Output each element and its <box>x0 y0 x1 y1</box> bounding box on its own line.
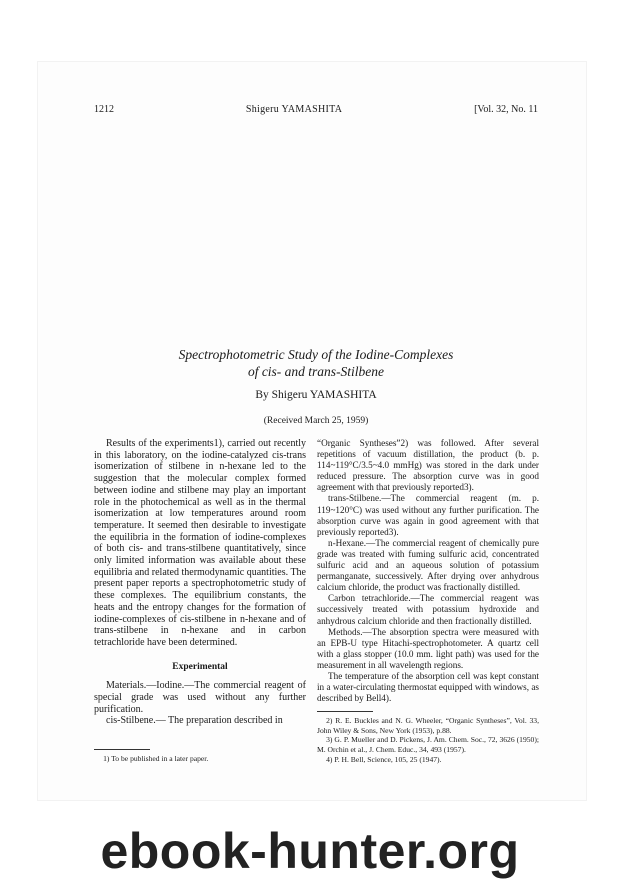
intro-paragraph: Results of the experiments1), carried out recently in this laboratory, on the iodine-catalyzed cis-trans isomerization of stilbene in n-hexane led to the suggestion that the molecular complex formed between iodine and stilbene may play an important role in the photochemical as well as in the thermal isomerization at low temperatures around room temperature. It seemed then desirable to investigate the equilibria in the formation of iodine-complexes of both cis- and trans-stilbene quantitatively, since only limited information was available about these equilibria and related thermodynamic quantities. The present paper reports a spectrophotometric study of these complexes. The equilibrium constants, the heats and the entropy changes for the formation of iodine-complexes of cis-stilbene in n-hexane and of trans-stilbene in n-hexane and in carbon tetrachloride have been determined. <box>94 438 306 648</box>
running-header <box>94 104 538 115</box>
n-hexane-paragraph: n-Hexane.—The commercial reagent of chemically pure grade was treated with fuming sulfuric acid, concentrated sulfuric acid and an aqueous solution of potassium permanganate, successively. After drying over anhydrous calcium chloride, the product was fractionally distilled. <box>317 537 539 593</box>
section-heading-experimental: Experimental <box>172 661 228 672</box>
trans-stilbene-paragraph: trans-Stilbene.—The commercial reagent (m. p. 119~120°C) was used without any further purification. The absorption curve was again in good agreement with that previously reported3). <box>317 493 539 537</box>
footnote-4: 4) P. H. Bell, Science, 105, 25 (1947). <box>326 754 442 764</box>
footnote-2: 2) R. E. Buckles and N. G. Wheeler, “Organic Syntheses”, Vol. 33, John Wiley & Sons, New York (1953), p.88. <box>317 716 539 735</box>
methods-paragraph: Methods.—The absorption spectra were measured with an EPB-U type Hitachi-spectrophotometer. A quartz cell with a glass stopper (10.0 mm. light path) was used for the measurement in all wavelength regions. <box>317 626 539 670</box>
temperature-paragraph: The temperature of the absorption cell was kept constant in a water-circulating thermostat equipped with windows, as described by Bell4). <box>317 670 539 704</box>
title-line-2: of cis- and trans-Stilbene <box>247 364 385 379</box>
footnote-divider-right <box>317 711 373 712</box>
organic-syntheses-paragraph: “Organic Syntheses”2) was followed. After several repetitions of vacuum distillation, the product (b. p. 114~119°C/3.5~4.0 mmHg) was stored in the dark under reduced pressure. The absorption curve was in good agreement with that previously reported3). <box>317 438 539 493</box>
right-column <box>317 438 539 764</box>
paper-title <box>94 346 538 380</box>
running-author: Shigeru YAMASHITA <box>245 104 343 115</box>
cis-stilbene-paragraph: cis-Stilbene.— The preparation described in <box>106 715 283 727</box>
page-number: 1212 <box>94 104 114 115</box>
footnote-1: 1) To be published in a later paper. <box>103 754 209 764</box>
carbon-tetrachloride-paragraph: Carbon tetrachloride.—The commercial reagent was successively treated with potassium hydroxide and anhydrous calcium chloride and then fractionally distilled. <box>317 593 539 626</box>
title-line-1: Spectrophotometric Study of the Iodine-Complexes <box>178 347 454 362</box>
left-column <box>94 438 306 764</box>
footnote-3: 3) G. P. Mueller and D. Pickens, J. Am. Chem. Soc., 72, 3626 (1950); M. Orchin et al., J. Chem. Educ., 34, 493 (1957). <box>317 735 539 755</box>
received-date: (Received March 25, 1959) <box>263 416 369 426</box>
byline: By Shigeru YAMASHITA <box>255 389 377 401</box>
volume-info: [Vol. 32, No. 11 <box>474 104 538 115</box>
footnote-divider <box>94 749 150 750</box>
materials-paragraph: Materials.—Iodine.—The commercial reagent of special grade was used without any further purification. <box>94 680 306 715</box>
watermark: ebook-hunter.org <box>100 823 520 879</box>
